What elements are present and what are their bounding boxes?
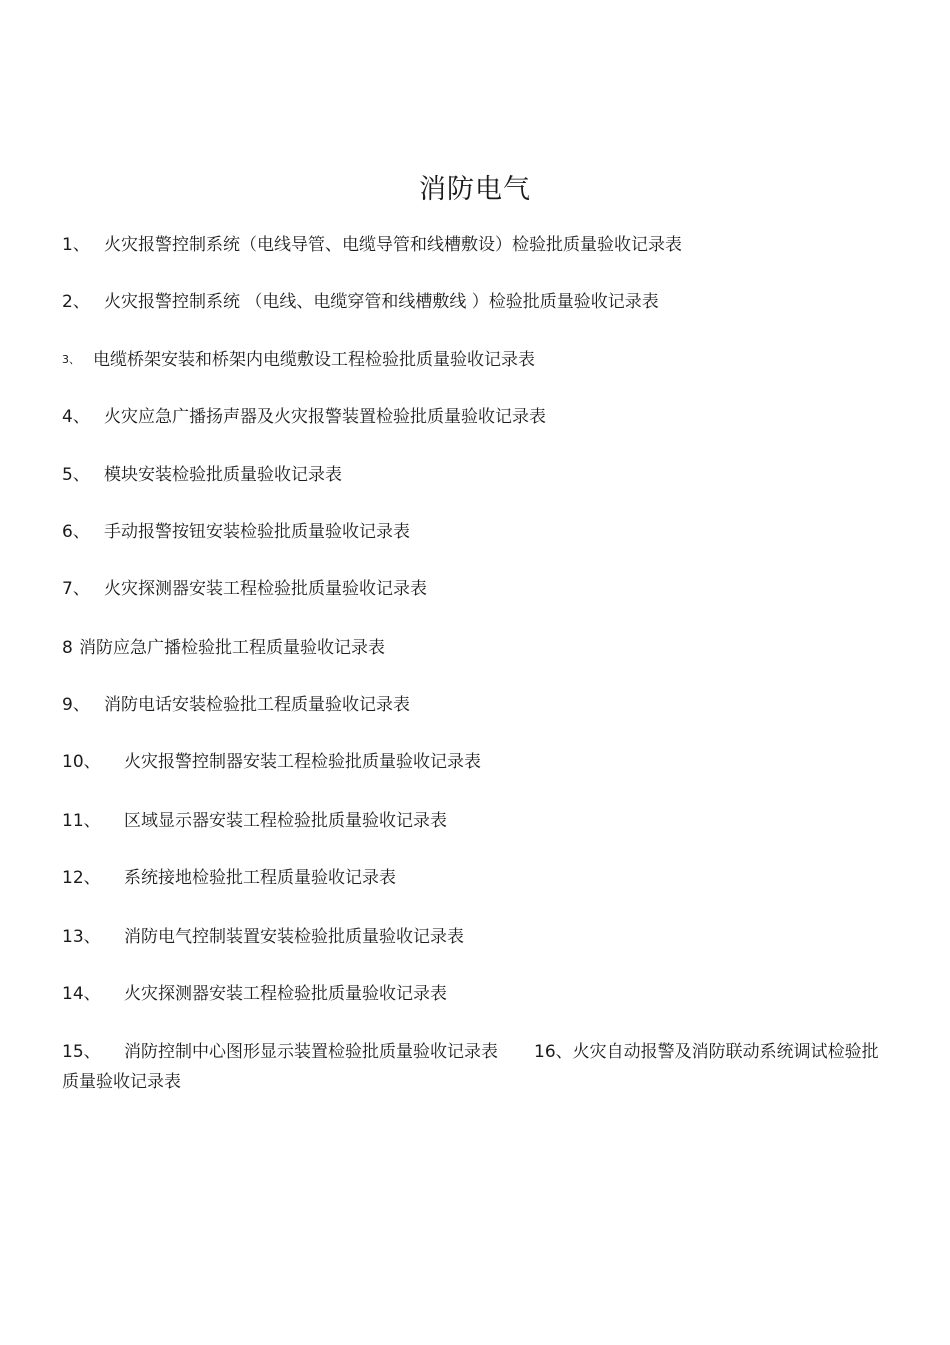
list-item [62, 520, 410, 544]
item-number: 8 [62, 638, 73, 658]
item-text: 消防控制中心图形显示装置检验批质量验收记录表 [124, 1042, 498, 1062]
item-text: 系统接地检验批工程质量验收记录表 [124, 868, 396, 888]
item-text: 火灾报警控制器安装工程检验批质量验收记录表 [124, 752, 481, 772]
item-number: 14、 [62, 984, 101, 1004]
list-item-combined [62, 1037, 882, 1097]
item-text: 电缆桥架安装和桥架内电缆敷设工程检验批质量验收记录表 [93, 350, 535, 370]
item-text: 消防电气控制装置安装检验批质量验收记录表 [124, 927, 464, 947]
item-number: 3、 [62, 353, 80, 366]
list-item [62, 405, 546, 429]
item-text: 手动报警按钮安装检验批质量验收记录表 [104, 522, 410, 542]
list-item [62, 348, 535, 372]
item-number: 9、 [62, 695, 90, 715]
item-text: 火灾报警控制系统 （电线、电缆穿管和线槽敷线 ）检验批质量验收记录表 [104, 292, 659, 312]
item-text: 火灾应急广播扬声器及火灾报警装置检验批质量验收记录表 [104, 407, 546, 427]
item-number: 10、 [62, 752, 101, 772]
list-item [62, 866, 396, 890]
item-text: 火灾探测器安装工程检验批质量验收记录表 [104, 579, 427, 599]
item-number: 6、 [62, 522, 90, 542]
item-text: 火灾自动报警及消防联动系统调试检验批质量验收记录表 [62, 1042, 879, 1092]
list-item [62, 636, 385, 660]
list-item [62, 809, 447, 833]
item-number: 4、 [62, 407, 90, 427]
list-item [62, 577, 427, 601]
list-item [62, 750, 481, 774]
item-number: 1、 [62, 235, 90, 255]
list-item [62, 233, 682, 257]
item-number: 2、 [62, 292, 90, 312]
list-item [62, 982, 447, 1006]
item-number: 12、 [62, 868, 101, 888]
item-text: 消防应急广播检验批工程质量验收记录表 [79, 638, 385, 658]
item-number: 11、 [62, 811, 101, 831]
list-item [62, 925, 464, 949]
page-title: 消防电气 [419, 174, 531, 205]
item-text: 消防电话安装检验批工程质量验收记录表 [104, 695, 410, 715]
item-number: 15、 [62, 1042, 101, 1062]
item-number: 5、 [62, 465, 90, 485]
list-item [62, 463, 342, 487]
list-item [62, 290, 659, 314]
item-text: 火灾报警控制系统（电线导管、电缆导管和线槽敷设）检验批质量验收记录表 [104, 235, 682, 255]
item-number: 13、 [62, 927, 101, 947]
item-text: 区域显示器安装工程检验批质量验收记录表 [124, 811, 447, 831]
item-text: 模块安装检验批质量验收记录表 [104, 465, 342, 485]
item-text: 火灾探测器安装工程检验批质量验收记录表 [124, 984, 447, 1004]
item-number: 16、 [534, 1042, 573, 1062]
item-number: 7、 [62, 579, 90, 599]
list-item [62, 693, 410, 717]
